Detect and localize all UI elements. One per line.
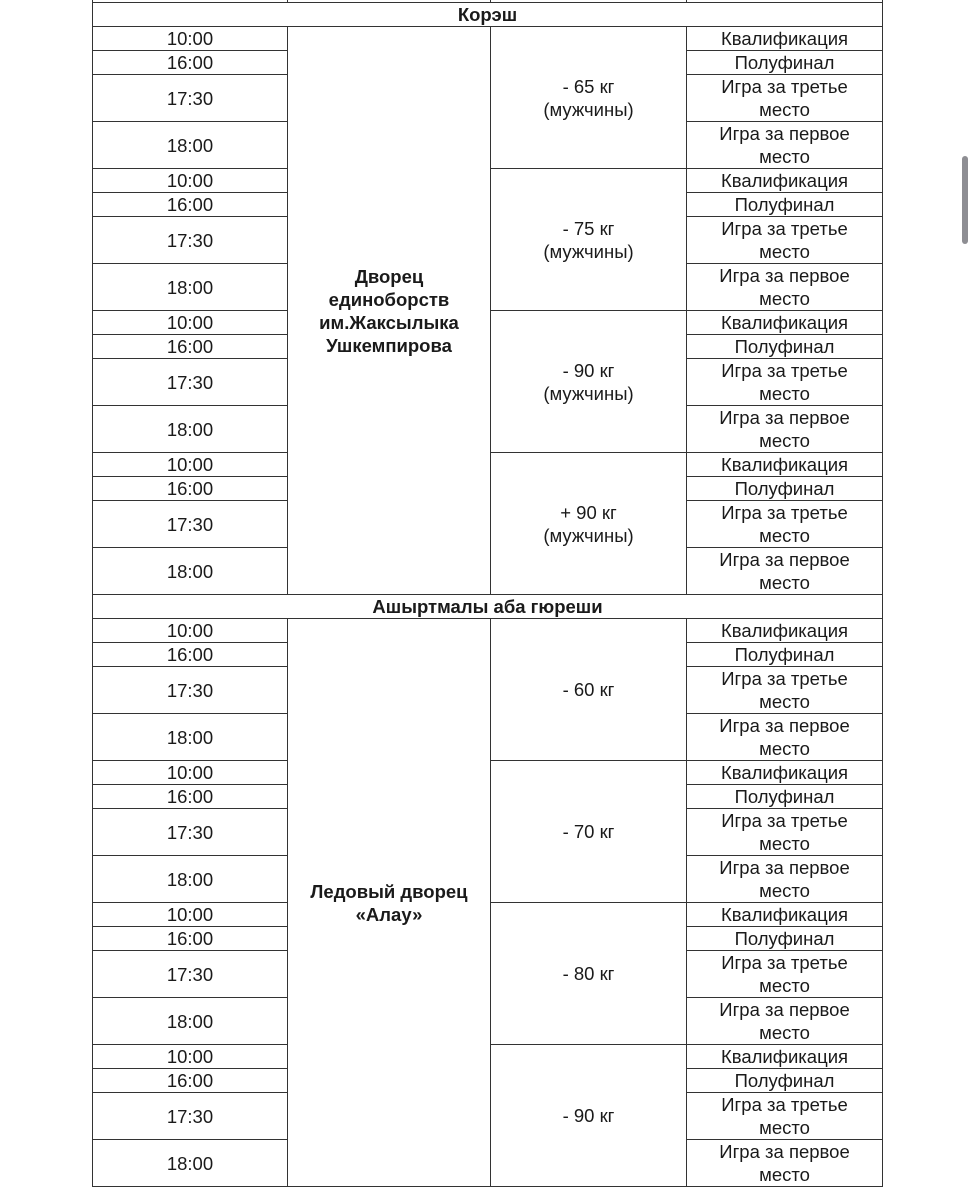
- weight-line: - 80 кг: [562, 963, 615, 984]
- venue-cell: [288, 619, 491, 1187]
- stage-cell: [687, 643, 883, 667]
- stage-cell: [687, 809, 883, 856]
- time-cell: 17:30: [93, 1093, 288, 1140]
- stage-cell: [687, 122, 883, 169]
- stage-line: Игра за первое: [719, 1141, 850, 1162]
- stage-cell: [687, 619, 883, 643]
- stage-line: место: [759, 288, 810, 309]
- time-cell: 16:00: [93, 1069, 288, 1093]
- weight-category-cell: [491, 1045, 687, 1187]
- stage-line: Игра за третье: [721, 502, 848, 523]
- weight-line: - 90 кг: [562, 359, 615, 381]
- stage-line: место: [759, 525, 810, 546]
- weight-category-cell: [491, 311, 687, 453]
- time-cell: 18:00: [93, 1140, 288, 1187]
- stage-line: место: [759, 691, 810, 712]
- stage-line: Квалификация: [720, 454, 849, 475]
- stage-line: Игра за третье: [721, 952, 848, 973]
- weight-line: - 75 кг: [562, 217, 615, 239]
- schedule-table: [92, 0, 883, 1187]
- stage-line: Игра за третье: [721, 360, 848, 381]
- stage-line: место: [759, 430, 810, 451]
- stage-line: Полуфинал: [734, 52, 835, 73]
- section-title: Корэш: [93, 3, 883, 27]
- stage-cell: [687, 217, 883, 264]
- section-header-row: [93, 3, 883, 27]
- stage-line: место: [759, 1022, 810, 1043]
- stage-line: место: [759, 241, 810, 262]
- stage-cell: [687, 1069, 883, 1093]
- venue-line: Дворец: [354, 265, 424, 287]
- stage-line: Полуфинал: [734, 336, 835, 357]
- weight-line: - 60 кг: [562, 679, 615, 700]
- stage-cell: [687, 501, 883, 548]
- stage-cell: [687, 667, 883, 714]
- stage-cell: [687, 1140, 883, 1187]
- stage-line: Полуфинал: [734, 928, 835, 949]
- stage-cell: [687, 27, 883, 51]
- stage-cell: [687, 406, 883, 453]
- table-row: [93, 619, 883, 643]
- time-cell: 18:00: [93, 122, 288, 169]
- stage-line: Игра за третье: [721, 76, 848, 97]
- stage-line: Квалификация: [720, 170, 849, 191]
- time-cell: 17:30: [93, 951, 288, 998]
- stage-line: Квалификация: [720, 28, 849, 49]
- weight-category-cell: [491, 169, 687, 311]
- time-cell: 17:30: [93, 217, 288, 264]
- time-cell: 17:30: [93, 809, 288, 856]
- stage-cell: [687, 927, 883, 951]
- stage-line: Полуфинал: [734, 1070, 835, 1091]
- stage-cell: [687, 1045, 883, 1069]
- stage-line: Игра за первое: [719, 407, 850, 428]
- table-row: [93, 27, 883, 51]
- weight-category-cell: [491, 453, 687, 595]
- stage-line: место: [759, 99, 810, 120]
- stage-line: Игра за первое: [719, 857, 850, 878]
- weight-category-cell: [491, 903, 687, 1045]
- stage-line: Квалификация: [720, 312, 849, 333]
- weight-line: - 70 кг: [562, 821, 615, 842]
- time-cell: 17:30: [93, 501, 288, 548]
- stage-line: место: [759, 146, 810, 167]
- time-cell: 16:00: [93, 477, 288, 501]
- weight-line: (мужчины): [543, 240, 634, 262]
- stage-line: место: [759, 833, 810, 854]
- time-cell: 17:30: [93, 667, 288, 714]
- stage-cell: [687, 761, 883, 785]
- weight-line: + 90 кг: [560, 501, 617, 523]
- venue-line: Ледовый дворец: [310, 880, 468, 902]
- stage-cell: [687, 193, 883, 217]
- time-cell: 10:00: [93, 619, 288, 643]
- stage-line: Игра за третье: [721, 1094, 848, 1115]
- time-cell: 18:00: [93, 856, 288, 903]
- stage-cell: [687, 951, 883, 998]
- stage-cell: [687, 359, 883, 406]
- stage-line: Игра за третье: [721, 810, 848, 831]
- section-title: Ашыртмалы аба гюреши: [93, 595, 883, 619]
- time-cell: 16:00: [93, 643, 288, 667]
- time-cell: 10:00: [93, 1045, 288, 1069]
- stage-line: место: [759, 383, 810, 404]
- time-cell: 16:00: [93, 927, 288, 951]
- stage-line: Полуфинал: [734, 786, 835, 807]
- time-cell: 10:00: [93, 761, 288, 785]
- stage-line: Игра за первое: [719, 999, 850, 1020]
- time-cell: 10:00: [93, 169, 288, 193]
- stage-cell: [687, 477, 883, 501]
- stage-line: Игра за первое: [719, 549, 850, 570]
- stage-line: место: [759, 738, 810, 759]
- time-cell: 18:00: [93, 264, 288, 311]
- stage-cell: [687, 311, 883, 335]
- time-cell: 16:00: [93, 785, 288, 809]
- weight-line: (мужчины): [543, 382, 634, 404]
- time-cell: 16:00: [93, 51, 288, 75]
- time-cell: 10:00: [93, 903, 288, 927]
- scrollbar-thumb[interactable]: [962, 156, 968, 244]
- weight-line: - 90 кг: [562, 1105, 615, 1126]
- stage-line: место: [759, 572, 810, 593]
- stage-line: Полуфинал: [734, 194, 835, 215]
- venue-line: им.Жаксылыка: [319, 311, 459, 333]
- stage-cell: [687, 169, 883, 193]
- time-cell: 16:00: [93, 193, 288, 217]
- section-header-row: [93, 595, 883, 619]
- weight-category-cell: [491, 27, 687, 169]
- stage-line: Квалификация: [720, 762, 849, 783]
- stage-line: Игра за третье: [721, 668, 848, 689]
- venue-line: единоборств: [328, 288, 450, 310]
- stage-line: место: [759, 1164, 810, 1185]
- stage-cell: [687, 903, 883, 927]
- weight-line: - 65 кг: [562, 75, 615, 97]
- stage-line: Квалификация: [720, 904, 849, 925]
- time-cell: 18:00: [93, 406, 288, 453]
- weight-category-cell: [491, 619, 687, 761]
- stage-cell: [687, 453, 883, 477]
- time-cell: 10:00: [93, 311, 288, 335]
- stage-cell: [687, 714, 883, 761]
- venue-line: Ушкемпирова: [326, 334, 452, 356]
- stage-cell: [687, 998, 883, 1045]
- weight-line: (мужчины): [543, 98, 634, 120]
- time-cell: 10:00: [93, 27, 288, 51]
- stage-cell: [687, 75, 883, 122]
- stage-cell: [687, 1093, 883, 1140]
- stage-cell: [687, 335, 883, 359]
- time-cell: 17:30: [93, 75, 288, 122]
- time-cell: 10:00: [93, 453, 288, 477]
- weight-category-cell: [491, 761, 687, 903]
- time-cell: 17:30: [93, 359, 288, 406]
- venue-line: «Алау»: [355, 903, 423, 925]
- time-cell: 18:00: [93, 714, 288, 761]
- venue-cell: [288, 27, 491, 595]
- stage-line: Игра за третье: [721, 218, 848, 239]
- stage-cell: [687, 856, 883, 903]
- stage-line: Игра за первое: [719, 265, 850, 286]
- stage-line: Квалификация: [720, 620, 849, 641]
- stage-line: место: [759, 880, 810, 901]
- schedule-table-container: [92, 0, 882, 1187]
- stage-line: Игра за первое: [719, 715, 850, 736]
- stage-line: место: [759, 1117, 810, 1138]
- stage-cell: [687, 548, 883, 595]
- stage-cell: [687, 785, 883, 809]
- time-cell: 18:00: [93, 998, 288, 1045]
- time-cell: 18:00: [93, 548, 288, 595]
- time-cell: 16:00: [93, 335, 288, 359]
- stage-line: место: [759, 975, 810, 996]
- stage-cell: [687, 264, 883, 311]
- weight-line: (мужчины): [543, 524, 634, 546]
- stage-line: Игра за первое: [719, 123, 850, 144]
- stage-cell: [687, 51, 883, 75]
- stage-line: Полуфинал: [734, 478, 835, 499]
- stage-line: Полуфинал: [734, 644, 835, 665]
- stage-line: Квалификация: [720, 1046, 849, 1067]
